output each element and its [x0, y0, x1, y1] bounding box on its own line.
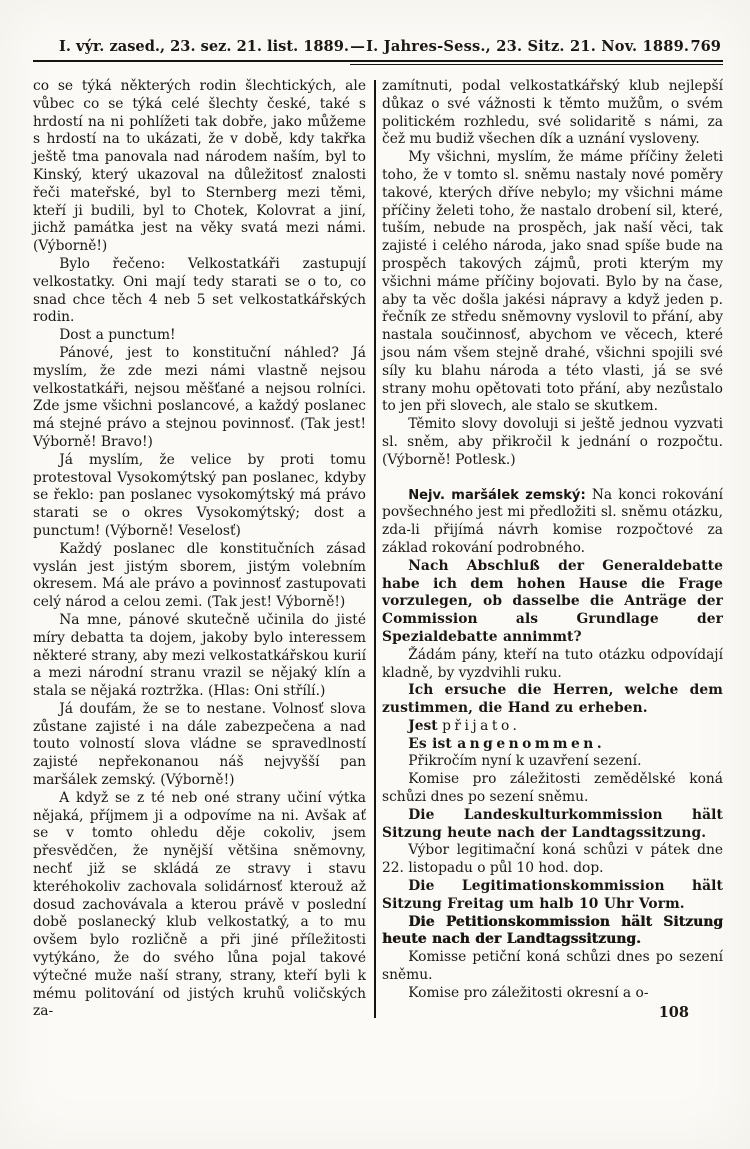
right-column [382, 78, 723, 1022]
speech-paragraph: Já doufám, že se to nestane. Volnosť slova zůstane zajisté i na dále zabezpečena a nad touto volností slova vládne se spravedlností zajisté nepřekonanou náš nejvyšší pan maršálek zemský. (Výborně!) [33, 700, 366, 789]
speaker-name: Nejv. maršálek zemský: [408, 487, 586, 503]
german-paragraph: Die Legitimationskommission hält Sitzung Freitag um halb 10 Uhr Vorm. [382, 878, 723, 912]
speaker-text: Na konci rokování povšechného jest mi předložiti sl. sněmu otázku, zda-li přijímá návrh komise rozpočtové za základ rokování podrobného. [382, 486, 724, 556]
continuation-paragraph: co se týká některých rodin šlechtických, ale vůbec co se týká celé šlechty české, také s hrdostí na ni pohlížeti tak dobře, jako můžeme s hrdostí na to ukázati, že v době, kdy takřka ještě tma panovala nad národem naším, byl to Kinský, který ukazoval na důležitosť znalosti řeči mateřské, byl to Sternberg mezi těmi, kteří ji budili, byl to Chotek, Kolovrat a jiní, jichž památka jest na věky svatá mezi námi. (Výborně!) [33, 78, 366, 255]
result-spaced: angenommen. [457, 735, 606, 752]
continuation-paragraph: zamítnuti, podal velkostatkářský klub nejlepší důkaz o své vážnosti k těmto mužům, o svém politickém rozhledu, své solidaritě s námi, za čež mu budiž všechen dík a uznání vysloveny. [382, 78, 723, 148]
running-head [33, 38, 723, 55]
announcement-paragraph: Výbor legitimační koná schůzi v pátek dne 22. listopadu o půl 10 hod. dop. [382, 842, 723, 877]
header-page-number: 769 [690, 38, 721, 55]
german-paragraph: Die Landeskulturkommission hält Sitzung heute nach der Landtagssitzung. [382, 806, 723, 841]
header-session-czech: I. výr. zased., 23. sez. 21. list. 1889. [59, 38, 349, 55]
result-paragraph [382, 718, 723, 736]
speech-paragraph: Bylo řečeno: Velkostatkáři zastupují velkostatky. Oni mají tedy starati se o to, co snad chce těch 4 neb 5 set velkostatkářských rodin. [33, 255, 366, 326]
result-spaced: přijato. [442, 717, 521, 734]
left-column [33, 78, 366, 1022]
column-divider-rule [374, 80, 376, 1018]
speech-paragraph: Každý poslanec dle konstitučních zásad vyslán jest jistým sborem, jistým volebním okresem. Má ale právo a povinnosť zastupovati celý národ a celou zemi. (Tak jest! Výborně!) [33, 540, 366, 611]
header-rule-secondary [350, 64, 723, 65]
german-paragraph: Nach Abschluß der Generaldebatte habe ich dem hohen Hause die Frage vorzulegen, ob dasselbe die Anträge der Commission als Grundlage der Spezialdebatte annimmt? [382, 557, 723, 645]
announcement-paragraph: Komise pro záležitosti zemědělské koná schůzi dnes po sezení sněmu. [382, 771, 723, 806]
header-rule [33, 60, 723, 62]
result-lead: Jest [408, 717, 438, 734]
speech-paragraph: Pánové, jest to konstituční náhled? Já myslím, že zde mezi námi vlastně nejsou velkostatkáři, nejsou měšťané a nejsou rolníci. Zde jsme všichni poslancové, a každý poslanec má stejné právo a stejnou povinnosť. (Tak jest! Výborně! Bravo!) [33, 344, 366, 450]
speech-paragraph: Těmito slovy dovoluji si ještě jednou vyzvati sl. sněm, aby přikročil k jednání o rozpočtu. (Výborně! Potlesk.) [382, 416, 723, 468]
speech-paragraph: Přikročím nyní k uzavření sezení. [408, 753, 642, 770]
result-lead: Es ist [408, 735, 452, 752]
announcement-paragraph: Komisse petiční koná schůzi dnes po sezení sněmu. [382, 949, 723, 984]
sheet-number: 108 [658, 1003, 689, 1021]
announcement-paragraph: Komise pro záležitosti okresní a o- [408, 984, 649, 1001]
speech-paragraph: Žádám pány, kteří na tuto otázku odpovídají kladně, by vyzdvihli ruku. [382, 646, 723, 681]
speech-paragraph: Na mne, pánové skutečně učinila do jisté míry debatta ta dojem, jakoby bylo interessem některé strany, aby mezi velkostatkářskou kurií a mezi národní stranu vrazil se nějaký klín a stala se nějaká roztržka. (Hlas: Oni střílí.) [33, 611, 366, 700]
german-paragraph-bold: Die Petitionskommission hält Sitzung heute nach der Landtagssitzung. [382, 913, 723, 948]
speech-paragraph: Dost a punctum! [59, 327, 176, 344]
speaker-lead-paragraph [382, 487, 723, 558]
header-dash: — [350, 38, 365, 55]
speech-paragraph: Já myslím, že velice by proti tomu protestoval Vysokomýtský pan poslanec, kdyby se řeklo: pan poslanec vysokomýtský má právo starati se o okres Vysokomýtský; dost a punctum! (Výborně! Veselosť) [33, 451, 366, 539]
header-session-german: I. Jahres-Sess., 23. Sitz. 21. Nov. 1889. [366, 38, 690, 55]
speech-paragraph: My všichni, myslím, že máme příčiny želeti toho, že v tomto sl. sněmu nastaly nové poměry takové, kterých dříve nebylo; my všichni máme příčiny želeti toho, že nastalo drobení sil, které, tuším, nebude na prospěch, jak naší věci, tak zajisté i celého národa, jako snad spíše bude na prospěch takových zájmů, proti kterým my všichni máme příčiny bojovati. Bylo by na čase, aby ta věc došla jakési nápravy a když jeden p. řečník ze středu sněmovny vyslovil to přání, aby nastala součinnosť, abychom ve věcech, které jsou nám všem stejně drahé, všichni spojili své síly ku blahu národa a této vlasti, já se své strany mohu opětovati toto přání, aby nezůstalo to jen při slovech, ale stalo se skutkem. [382, 149, 723, 415]
german-paragraph: Ich ersuche die Herren, welche dem zustimmen, die Hand zu erheben. [382, 682, 723, 717]
two-column-text [33, 78, 723, 1022]
speech-paragraph: A když se z té neb oné strany učiní výtka nějaká, příjmem ji a odpovíme na ni. Avšak ať se v tomto ohledu děje cokoliv, jsem přesvědčen, že nynější většina sněmovny, nechť již se skládá ze stravy i stavu kteréhokoliv zachovala solidárnosť kterouž až dosud zachovávala a kterou právě v poslední době poslanecký klub velkostatký, a to mu ovšem bylo rozličně a při jiné příležitosti vytýkáno, že do svého lůna pojal takové výtečné muže naší strany, strany, kteří byli k mému politování od jistých kruhů voličských za- [33, 789, 366, 1020]
result-paragraph-german [382, 736, 723, 754]
